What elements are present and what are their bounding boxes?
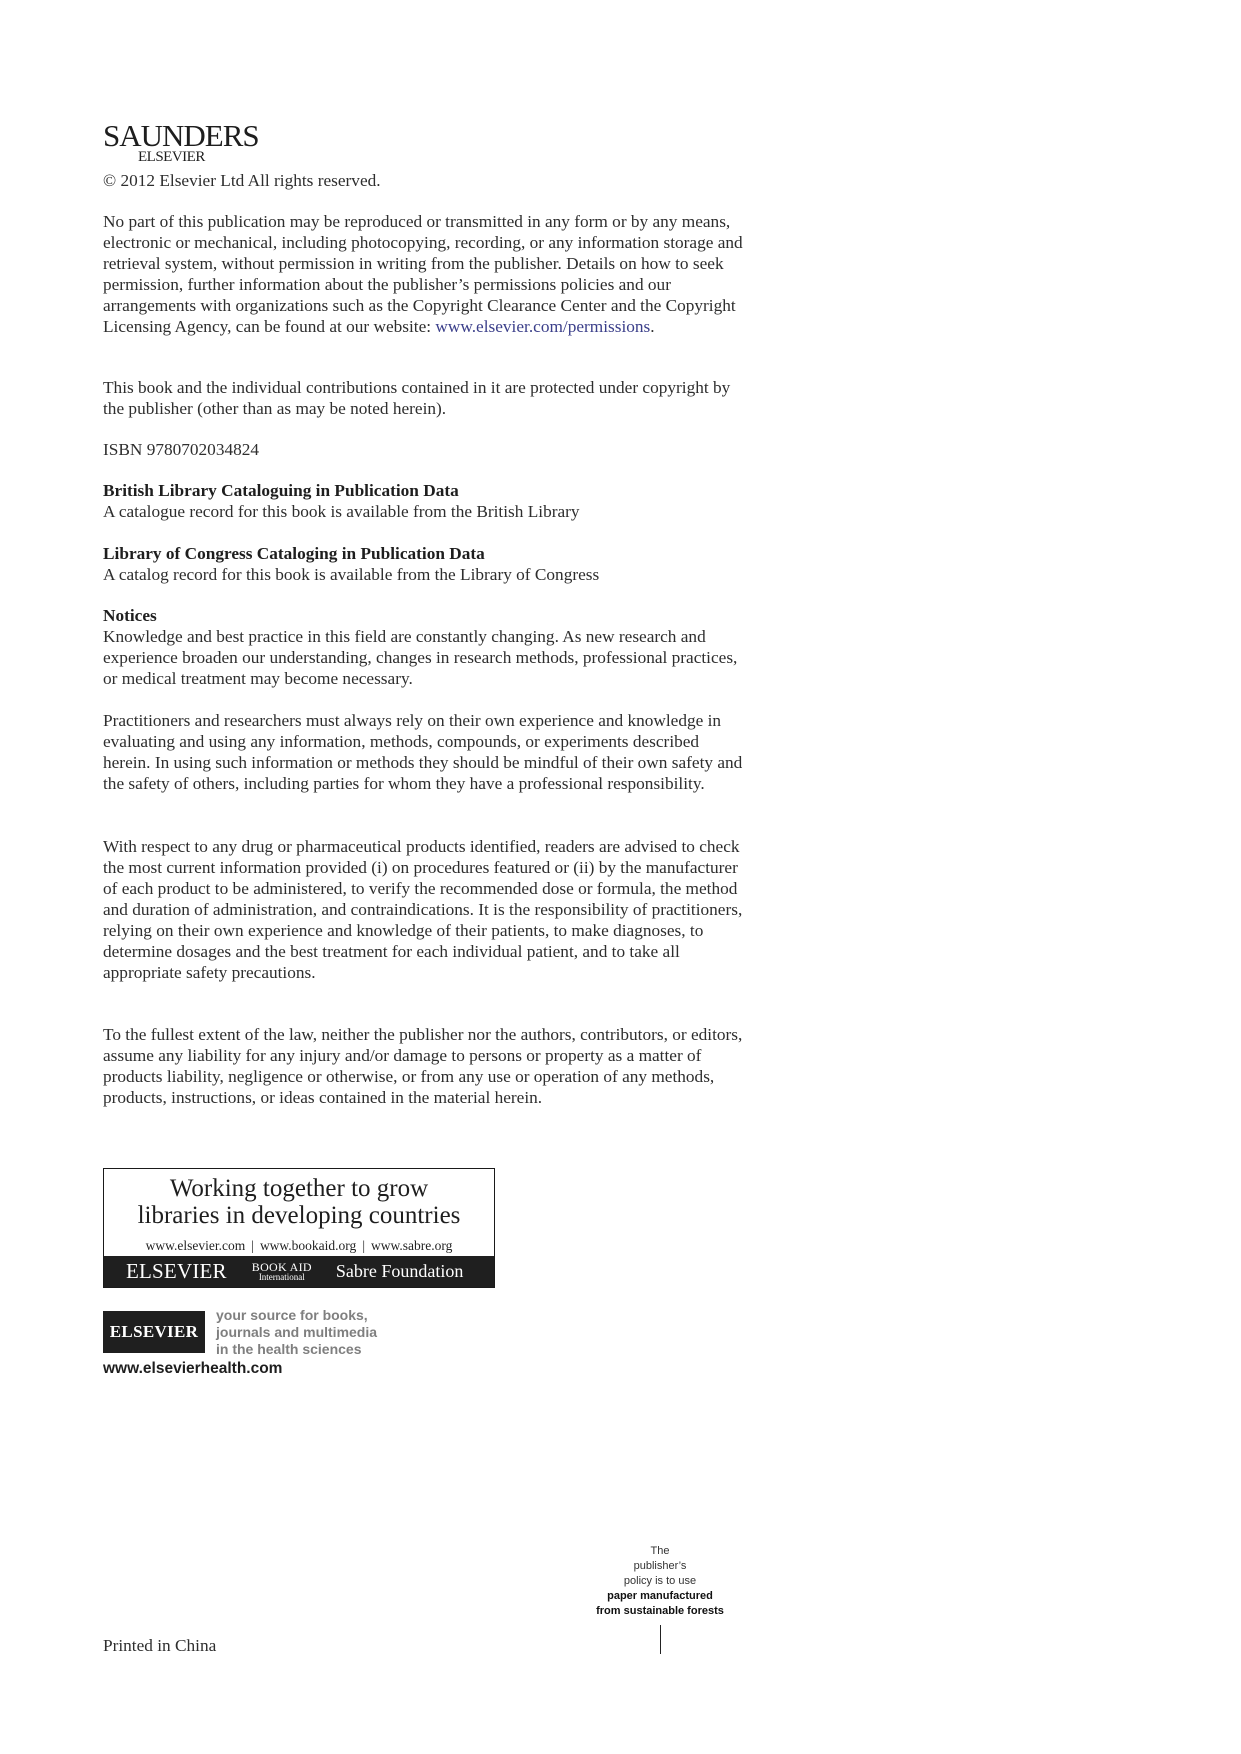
- permissions-text: No part of this publication may be reproduced or transmitted in any form or by any means, electronic or mechanical, including photocopying, recording, or any information storage and retrieval system, without permission in writing from the publisher. Details on how to seek permission, further information about the publisher’s permissions policies and our arrangements with organizations such as the Copyright Clearance Center and the Copyright Licensing Agency, can be found at our website:: [103, 212, 743, 336]
- notices-p4-block: [103, 1024, 743, 1108]
- url-separator: |: [251, 1238, 254, 1253]
- notices-section: [103, 605, 743, 689]
- copyright-text: © 2012 Elsevier Ltd All rights reserved.: [103, 171, 381, 190]
- book-aid-heading-line2: libraries in developing countries: [137, 1202, 461, 1229]
- permissions-paragraph: [103, 211, 743, 337]
- saunders-elsevier-logo: [103, 120, 259, 165]
- protection-paragraph: [103, 377, 743, 419]
- elsevier-wordmark: ELSEVIER: [126, 1259, 227, 1283]
- sabre-foundation-wordmark: Sabre Foundation: [335, 1261, 464, 1281]
- forest-line1: The: [650, 1545, 670, 1557]
- logo-saunders: SAUNDERS: [103, 118, 259, 153]
- book-aid-url-elsevier[interactable]: www.elsevier.com: [145, 1238, 246, 1253]
- book-aid-heading: [104, 1175, 494, 1229]
- library-of-congress-text: A catalog record for this book is available from the Library of Congress: [103, 565, 600, 584]
- library-of-congress-section: [103, 543, 743, 585]
- elsevier-health-logo: ELSEVIER: [103, 1311, 205, 1353]
- library-of-congress-heading: Library of Congress Cataloging in Publication Data: [103, 544, 485, 563]
- notices-p2-block: [103, 710, 743, 794]
- tree-trunk-line: [660, 1625, 661, 1654]
- elsevier-health-url[interactable]: www.elsevierhealth.com: [103, 1360, 283, 1377]
- logo-elsevier: ELSEVIER: [138, 149, 205, 165]
- copyright-line: [103, 170, 743, 191]
- tagline-line1: your source for books,: [216, 1307, 368, 1323]
- book-aid-wordmark-line1: BOOK AID: [251, 1259, 312, 1274]
- forest-line4: paper manufactured: [607, 1590, 713, 1602]
- elsevier-health-tagline: [216, 1307, 377, 1358]
- tagline-line2: journals and multimedia: [216, 1324, 378, 1340]
- printed-in-line: Printed in China: [103, 1636, 217, 1655]
- permissions-link[interactable]: www.elsevier.com/permissions: [435, 317, 651, 336]
- book-aid-logo-bar: [104, 1256, 494, 1287]
- british-library-heading: British Library Cataloguing in Publication Data: [103, 481, 459, 500]
- permissions-end: .: [650, 317, 655, 336]
- isbn-text: ISBN 9780702034824: [103, 440, 260, 459]
- book-aid-url-sabre[interactable]: www.sabre.org: [371, 1238, 453, 1253]
- notices-p4: To the fullest extent of the law, neither the publisher nor the authors, contributors, or editors, assume any liability for any injury and/or damage to persons or property as a matter of products liability, negligence or otherwise, or from any use or operation of any methods, products, instructions, or ideas contained in the material herein.: [103, 1025, 743, 1107]
- forest-line3: policy is to use: [623, 1575, 697, 1587]
- book-aid-wordmark-line2: International: [258, 1271, 305, 1282]
- book-aid-banner: [103, 1168, 495, 1288]
- isbn-line: [103, 439, 743, 460]
- sustainable-forests-notice: [560, 1544, 760, 1619]
- british-library-text: A catalogue record for this book is available from the British Library: [103, 502, 580, 521]
- book-aid-wordmark: [251, 1259, 312, 1282]
- notices-p3-block: [103, 836, 743, 983]
- book-aid-urls: [104, 1238, 494, 1254]
- notices-p1: Knowledge and best practice in this field are constantly changing. As new research and experience broaden our understanding, changes in research methods, professional practices, or medical treatment may become necessary.: [103, 627, 738, 688]
- tagline-line3: in the health sciences: [216, 1341, 362, 1357]
- book-aid-url-bookaid[interactable]: www.bookaid.org: [259, 1238, 357, 1253]
- british-library-section: [103, 480, 743, 522]
- notices-p3: With respect to any drug or pharmaceutical products identified, readers are advised to check the most current information provided (i) on procedures featured or (ii) by the manufacturer of each product to be administered, to verify the recommended dose or formula, the method and duration of administration, and contraindications. It is the responsibility of practitioners, relying on their own experience and knowledge of their patients, to make diagnoses, to determine dosages and the best treatment for each individual patient, and to take all appropriate safety precautions.: [103, 837, 743, 982]
- book-aid-heading-line1: Working together to grow: [169, 1175, 429, 1202]
- notices-p2: Practitioners and researchers must always rely on their own experience and knowledge in evaluating and using any information, methods, compounds, or experiments described herein. In using such information or methods they should be mindful of their own safety and the safety of others, including parties for whom they have a professional responsibility.: [103, 711, 743, 793]
- protection-text: This book and the individual contributions contained in it are protected under copyright by the publisher (other than as may be noted herein).: [103, 378, 731, 418]
- forest-line5: from sustainable forests: [596, 1605, 724, 1617]
- url-separator: |: [362, 1238, 366, 1253]
- forest-line2: publisher’s: [633, 1560, 687, 1572]
- notices-heading: Notices: [103, 606, 157, 625]
